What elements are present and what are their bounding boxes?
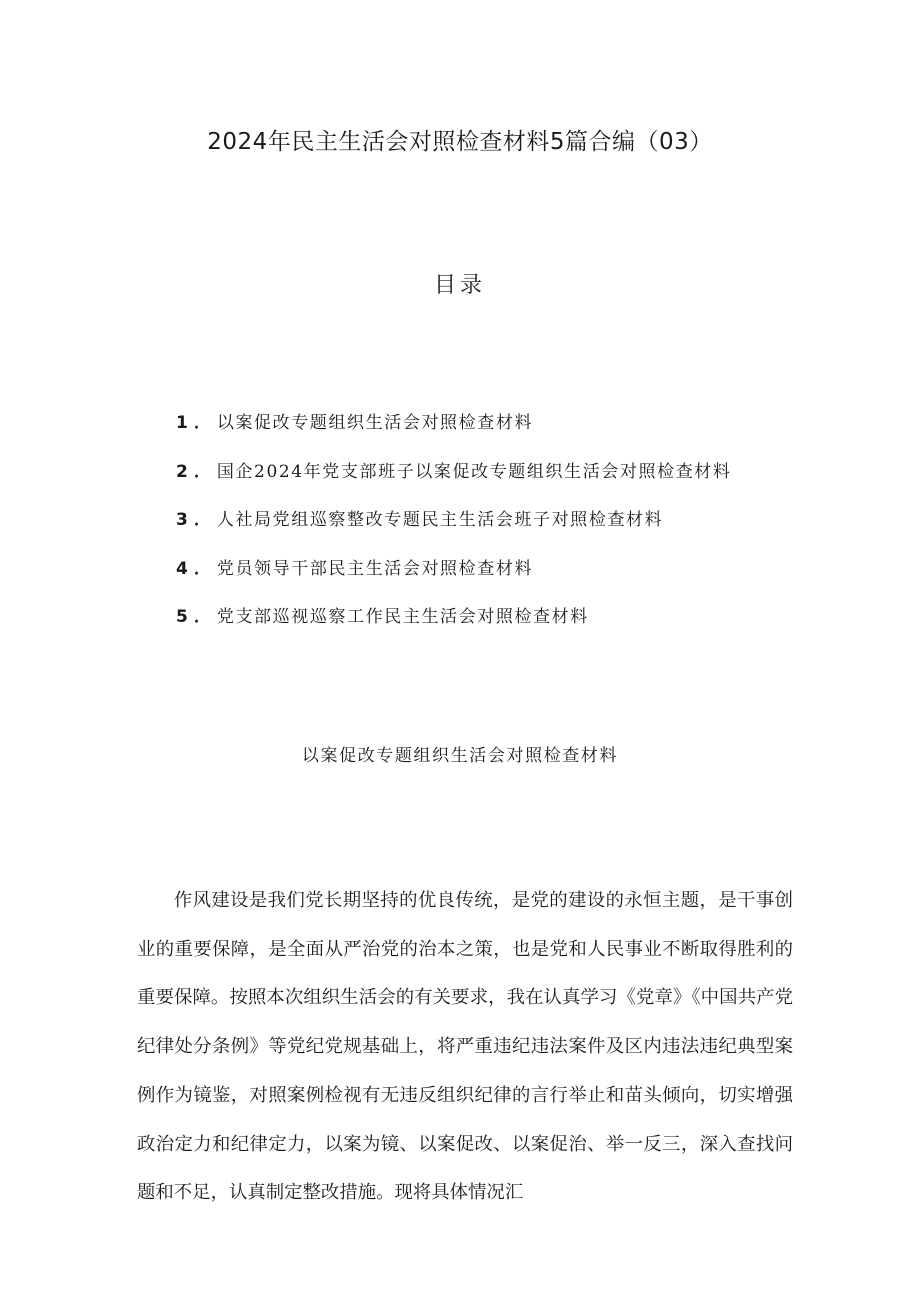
toc-item-text: 国企2024年党支部班子以案促改专题组织生活会对照检查材料	[216, 461, 732, 482]
toc-heading: 目录	[433, 273, 486, 298]
toc-item-4	[176, 554, 816, 603]
toc-item-number: 2．	[176, 461, 217, 482]
toc-item-number: 4．	[176, 558, 217, 579]
toc-item-2	[176, 457, 816, 506]
body-paragraph: 作风建设是我们党长期坚持的优良传统，是党的建设的永恒主题，是干事创业的重要保障，是全面从严治党的治本之策，也是党和人民事业不断取得胜利的重要保障。按照本次组织生活会的有关要求，我在认真学习《党章》《中国共产党纪律处分条例》等党纪党规基础上，将严重违纪违法案件及区内违法违纪典型案例作为镜鉴，对照案例检视有无违反组织纪律的言行举止和苗头倾向，切实增强政治定力和纪律定力，以案为镜、以案促改、以案促治、举一反三，深入查找问题和不足，认真制定整改措施。现将具体情况汇	[137, 890, 793, 1204]
toc-item-number: 5．	[176, 607, 217, 627]
toc-item-number: 3．	[176, 510, 217, 530]
table-of-contents	[176, 408, 816, 651]
toc-item-text: 以案促改专题组织生活会对照检查材料	[216, 413, 534, 433]
toc-item-5	[176, 602, 816, 651]
document-title: 2024年民主生活会对照检查材料5篇合编（03）	[207, 129, 713, 155]
section-title: 以案促改专题组织生活会对照检查材料	[301, 746, 619, 766]
toc-item-text: 人社局党组巡察整改专题民主生活会班子对照检查材料	[216, 510, 664, 530]
toc-item-text: 党员领导干部民主生活会对照检查材料	[216, 558, 534, 579]
toc-item-1	[176, 408, 816, 457]
toc-item-3	[176, 505, 816, 554]
toc-item-text: 党支部巡视巡察工作民主生活会对照检查材料	[216, 607, 589, 627]
toc-item-number: 1．	[176, 413, 217, 433]
